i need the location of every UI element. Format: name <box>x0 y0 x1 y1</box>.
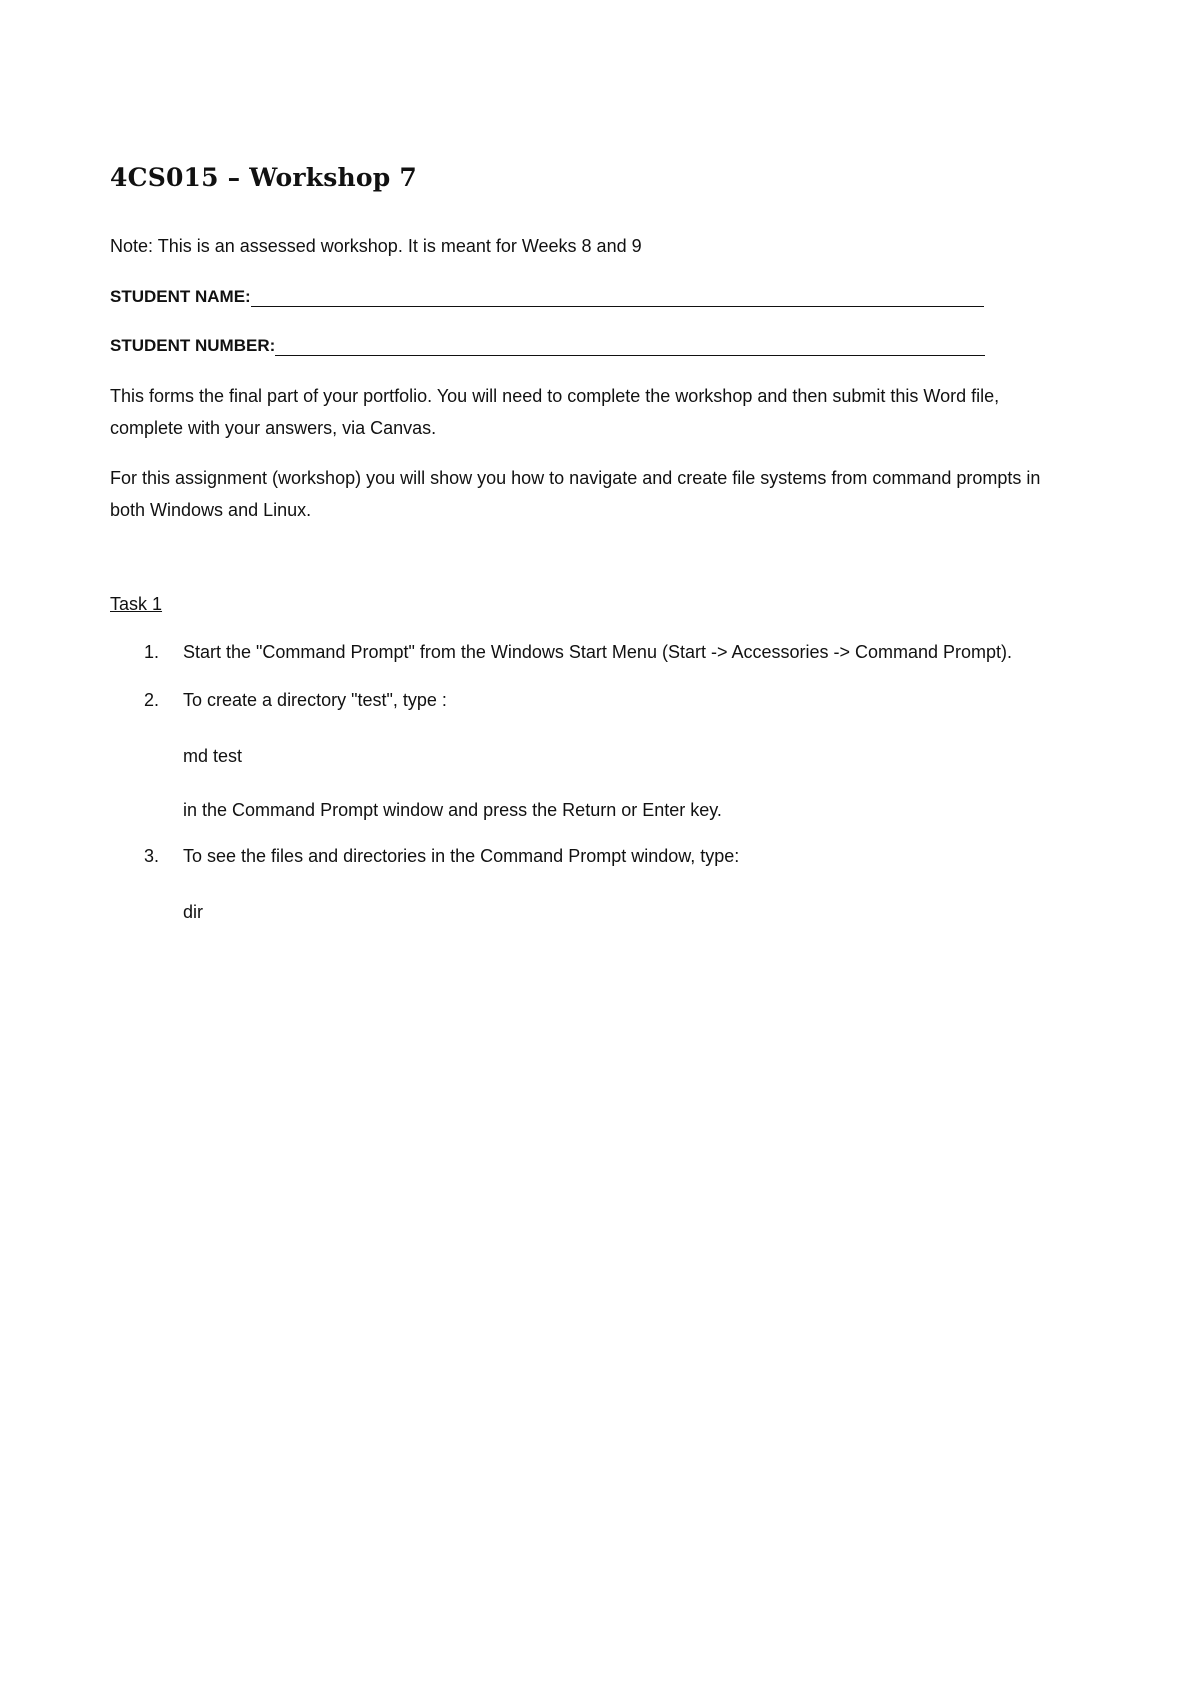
task-1-heading: Task 1 <box>110 594 163 614</box>
step-number: 1. <box>144 642 160 662</box>
command-dir: dir <box>183 902 204 922</box>
command-md-test: md test <box>183 746 243 766</box>
step-number: 2. <box>144 690 160 710</box>
step-body <box>183 840 1070 952</box>
step-number: 3. <box>144 846 160 866</box>
document-title: 4CS015 – Workshop 7 <box>110 163 417 192</box>
assignment-paragraph: For this assignment (workshop) you will show you how to navigate and create file systems from command prompts in both Windows and Linux. <box>110 468 1041 520</box>
step-text: To see the files and directories in the Command Prompt window, type: <box>183 846 740 866</box>
student-number-field <box>110 331 1070 360</box>
student-name-field <box>110 282 1070 311</box>
intro-paragraph: This forms the final part of your portfolio. You will need to complete the workshop and then submit this Word file, complete with your answers, via Canvas. <box>110 386 1000 438</box>
student-name-label: STUDENT NAME: <box>110 287 251 306</box>
step-body <box>183 684 1070 824</box>
student-name-blank[interactable] <box>251 282 984 307</box>
step-body <box>183 636 1070 668</box>
step-2 <box>110 684 1070 824</box>
step-followup-text: in the Command Prompt window and press the Return or Enter key. <box>183 800 722 820</box>
step-text: Start the "Command Prompt" from the Windows Start Menu (Start -> Accessories -> Command Prompt). <box>183 642 1013 662</box>
note-line <box>110 232 1070 260</box>
student-number-label: STUDENT NUMBER: <box>110 336 276 355</box>
step-3 <box>110 840 1070 952</box>
note-text: This is an assessed workshop. It is meant for Weeks 8 and 9 <box>153 236 642 256</box>
step-1 <box>110 636 1070 668</box>
task-1-steps <box>110 636 1070 952</box>
step-text: To create a directory "test", type : <box>183 690 447 710</box>
student-number-blank[interactable] <box>275 331 985 356</box>
note-label: Note: <box>110 236 154 256</box>
document-content <box>110 160 1070 968</box>
